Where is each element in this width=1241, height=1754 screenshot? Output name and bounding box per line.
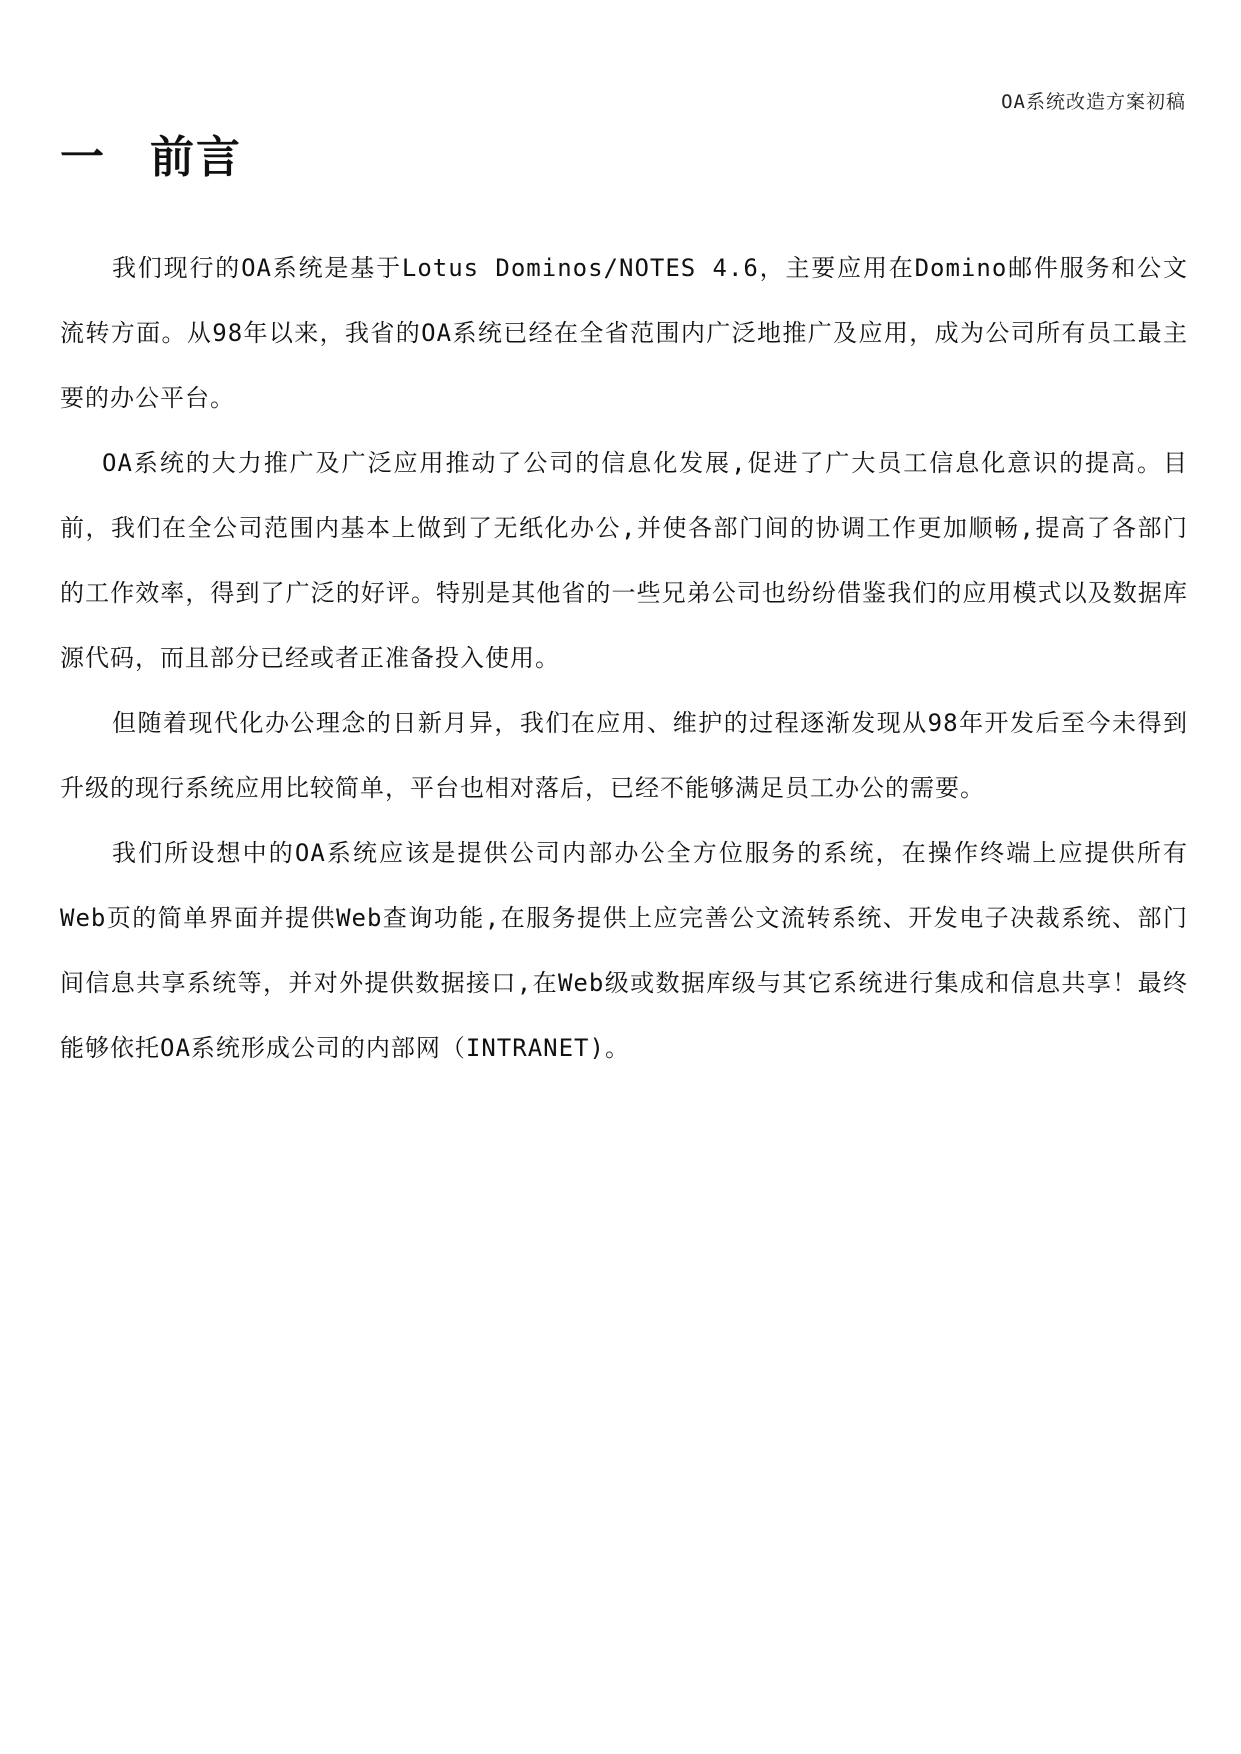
paragraph-1: 我们现行的OA系统是基于Lotus Dominos/NOTES 4.6，主要应用在Domino邮件服务和公文流转方面。从98年以来，我省的OA系统已经在全省范围内广泛地推广及应用，成为公司所有员工最主要的办公平台。 (60, 254, 1188, 412)
document-body (60, 236, 1188, 1081)
section-number: 一 (60, 132, 106, 183)
paragraph-4: 我们所设想中的OA系统应该是提供公司内部办公全方位服务的系统，在操作终端上应提供所有Web页的简单界面并提供Web查询功能,在服务提供上应完善公文流转系统、开发电子决裁系统、部门间信息共享系统等，并对外提供数据接口,在Web级或数据库级与其它系统进行集成和信息共享！最终能够依托OA系统形成公司的内部网（INTRANET)。 (60, 839, 1188, 1062)
running-header: OA系统改造方案初稿 (1001, 91, 1186, 113)
section-title: 前言 (150, 132, 242, 183)
paragraph-2: OA系统的大力推广及广泛应用推动了公司的信息化发展,促进了广大员工信息化意识的提高。目前，我们在全公司范围内基本上做到了无纸化办公,并使各部门间的协调工作更加顺畅,提高了各部门的工作效率，得到了广泛的好评。特别是其他省的一些兄弟公司也纷纷借鉴我们的应用模式以及数据库源代码，而且部分已经或者正准备投入使用。 (60, 449, 1188, 672)
section-heading (60, 130, 242, 186)
paragraph-3: 但随着现代化办公理念的日新月异，我们在应用、维护的过程逐渐发现从98年开发后至今未得到升级的现行系统应用比较简单，平台也相对落后，已经不能够满足员工办公的需要。 (60, 709, 1188, 802)
